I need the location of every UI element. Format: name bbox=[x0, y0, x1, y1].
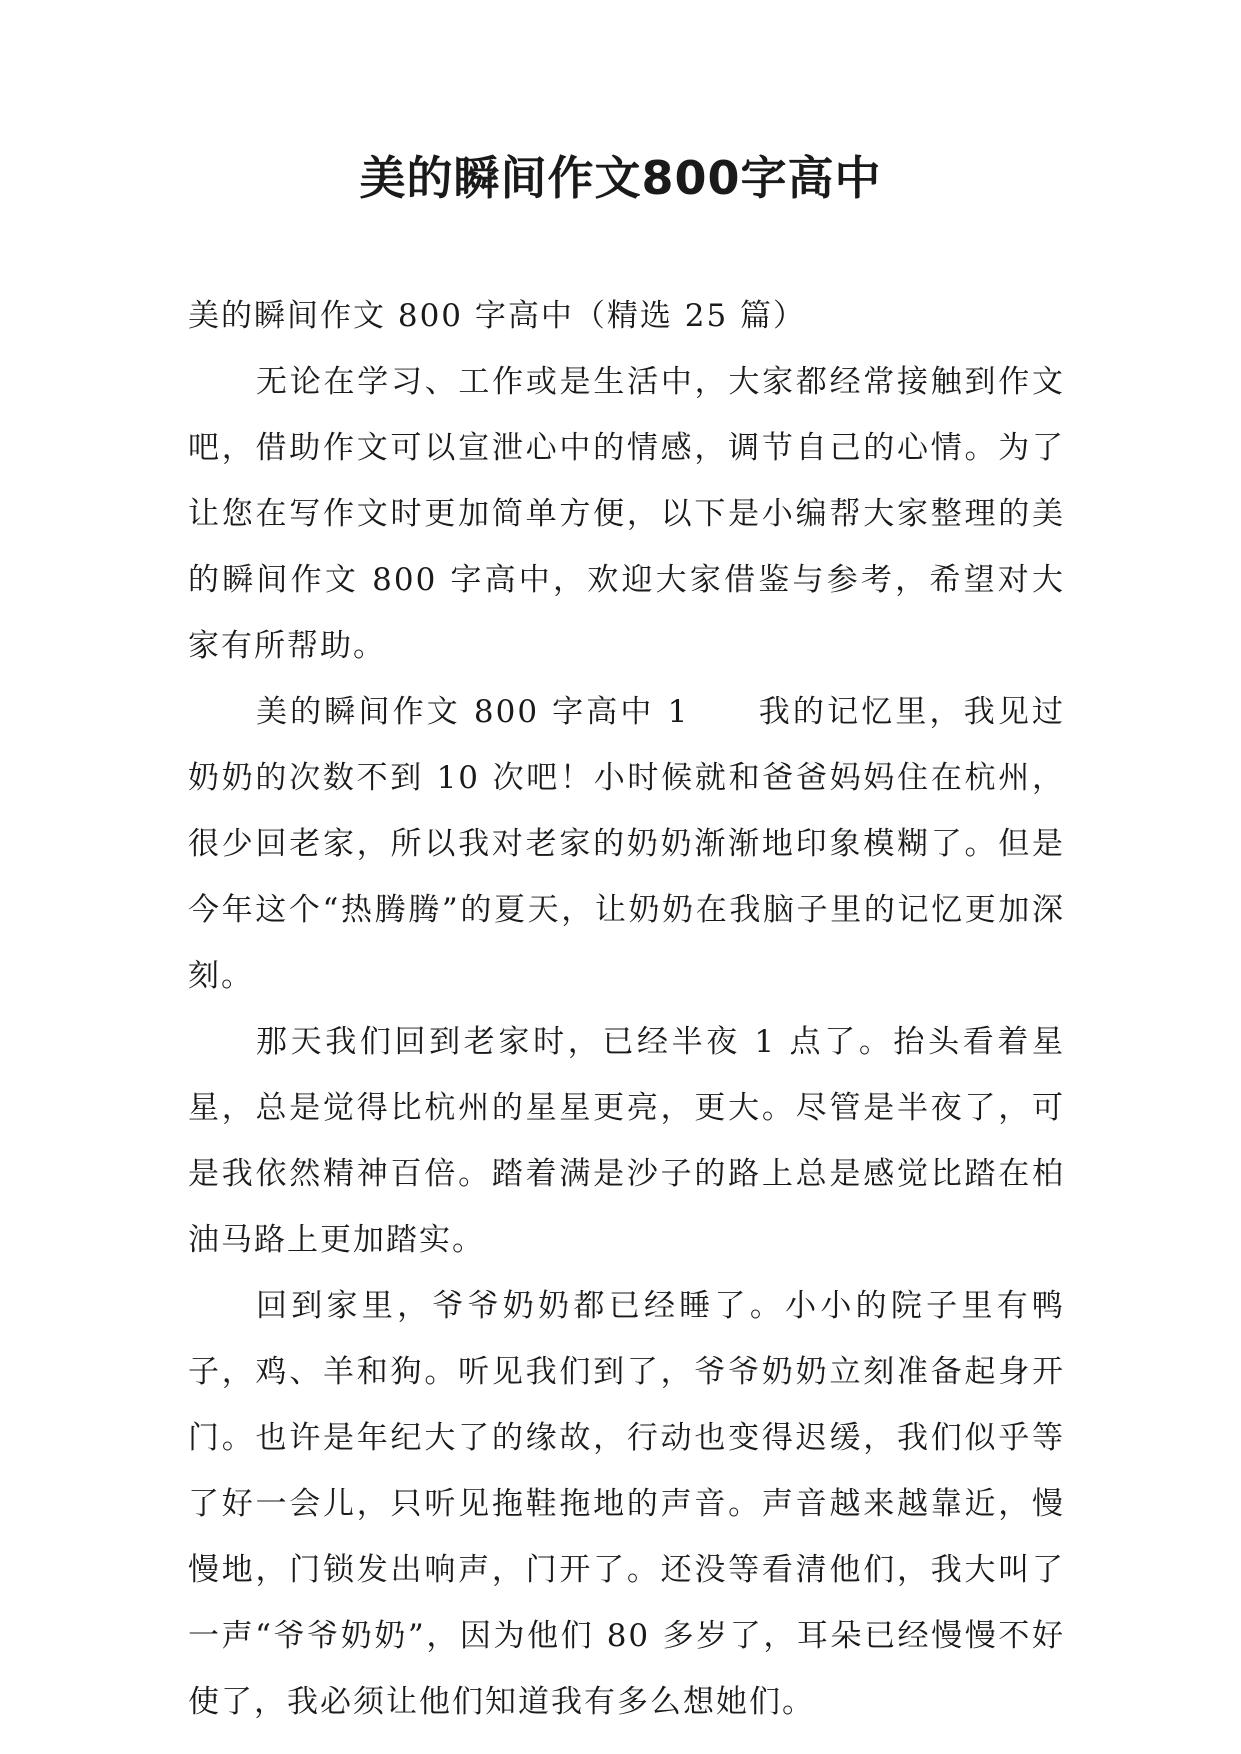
paragraph-intro: 无论在学习、工作或是生活中，大家都经常接触到作文吧，借助作文可以宣泄心中的情感，调节自己的心情。为了让您在写作文时更加简单方便，以下是小编帮大家整理的美的瞬间作文 800 字高中，欢迎大家借鉴与参考，希望对大家有所帮助。 bbox=[188, 364, 1065, 664]
subtitle-line: 美的瞬间作文 800 字高中（精选 25 篇） bbox=[188, 298, 807, 334]
document-body bbox=[188, 283, 1065, 1735]
paragraph-night-arrival: 那天我们回到老家时，已经半夜 1 点了。抬头看着星星，总是觉得比杭州的星星更亮，更大。尽管是半夜了，可是我依然精神百倍。踏着满是沙子的路上总是感觉比踏在柏油马路上更加踏实。 bbox=[188, 1024, 1065, 1258]
document-title: 美的瞬间作文800字高中 bbox=[359, 151, 882, 205]
paragraph-grandparents-door: 回到家里，爷爷奶奶都已经睡了。小小的院子里有鸭子，鸡、羊和狗。听见我们到了，爷爷奶奶立刻准备起身开门。也许是年纪大了的缘故，行动也变得迟缓，我们似乎等了好一会儿，只听见拖鞋拖地的声音。声音越来越靠近，慢慢地，门锁发出响声，门开了。还没等看清他们，我大叫了一声“爷爷奶奶”，因为他们 80 多岁了，耳朵已经慢慢不好使了，我必须让他们知道我有多么想她们。 bbox=[188, 1288, 1065, 1720]
paragraph-essay-1-opening: 美的瞬间作文 800 字高中 1 我的记忆里，我见过奶奶的次数不到 10 次吧！小时候就和爸爸妈妈住在杭州，很少回老家，所以我对老家的奶奶渐渐地印象模糊了。但是今年这个“热腾腾”的夏天，让奶奶在我脑子里的记忆更加深刻。 bbox=[188, 694, 1065, 994]
